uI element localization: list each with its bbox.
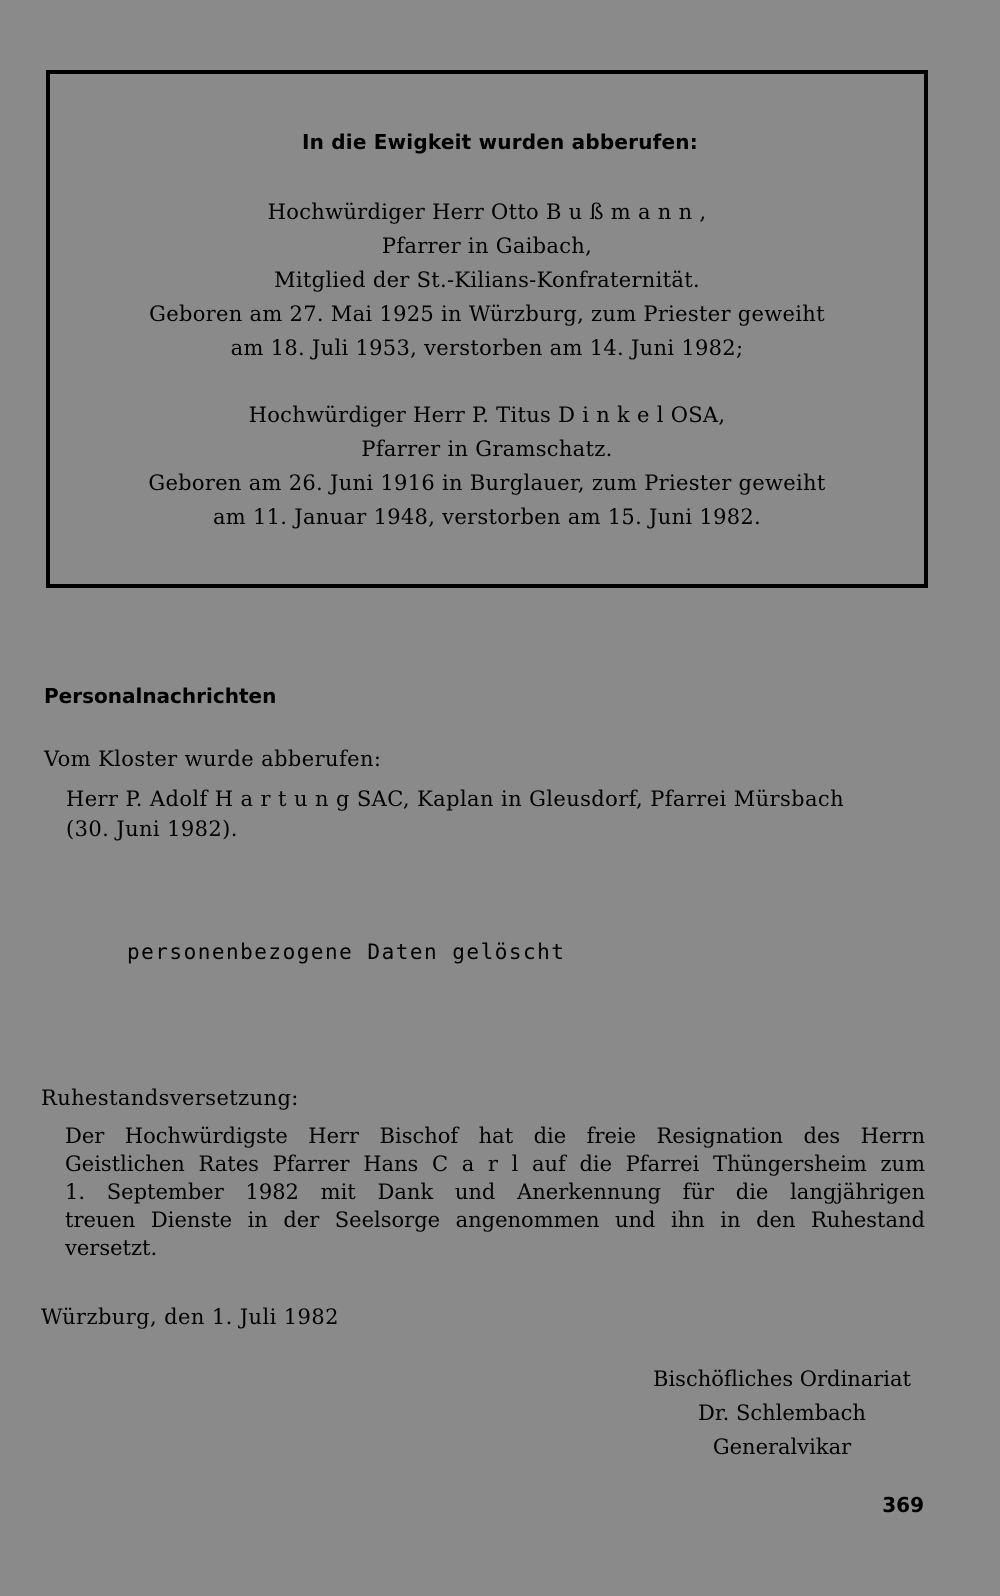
kloster-line: Herr P. Adolf H a r t u n g SAC, Kaplan in Gleusdorf, Pfarrei Mürsbach	[66, 787, 845, 811]
obituary-entry-bussmann	[46, 195, 928, 365]
paragraph-line: 1. September 1982 mit Dank und Anerkennung für die langjährigen	[65, 1180, 925, 1204]
obituary-entry-dinkel	[46, 398, 928, 534]
ruhestand-heading: Ruhestandsversetzung:	[41, 1086, 299, 1110]
obituary-line: Hochwürdiger Herr P. Titus D i n k e l OSA,	[248, 403, 726, 427]
paragraph-line: treuen Dienste in der Seelsorge angenommen und ihn in den Ruhestand	[65, 1208, 925, 1232]
obituary-line: Pfarrer in Gramschatz.	[361, 437, 613, 461]
ruhestand-paragraph	[65, 1122, 925, 1262]
signature-office: Bischöfliches Ordinariat	[653, 1367, 911, 1391]
paragraph-line: Geistlichen Rates Pfarrer Hans C a r l auf die Pfarrei Thüngersheim zum	[65, 1152, 925, 1176]
kloster-heading: Vom Kloster wurde abberufen:	[44, 747, 382, 771]
obituary-line: am 11. Januar 1948, verstorben am 15. Juni 1982.	[212, 505, 762, 529]
kloster-line: (30. Juni 1982).	[66, 817, 238, 841]
obituary-line: am 18. Juli 1953, verstorben am 14. Juni 1982;	[230, 336, 744, 360]
page-number: 369	[882, 1493, 924, 1517]
signature-title: Generalvikar	[712, 1435, 852, 1459]
obituary-heading: In die Ewigkeit wurden abberufen:	[302, 130, 698, 154]
redacted-notice: personenbezogene Daten gelöscht	[127, 940, 566, 964]
signature-block	[642, 1362, 922, 1464]
obituary-line: Pfarrer in Gaibach,	[381, 234, 593, 258]
obituary-line: Mitglied der St.-Kilians-Konfraternität.	[274, 268, 700, 292]
section-title-personal: Personalnachrichten	[44, 684, 277, 708]
obituary-line: Geboren am 26. Juni 1916 in Burglauer, zum Priester geweiht	[148, 471, 826, 495]
place-date: Würzburg, den 1. Juli 1982	[41, 1305, 339, 1329]
obituary-line: Geboren am 27. Mai 1925 in Würzburg, zum Priester geweiht	[149, 302, 825, 326]
paragraph-line: Der Hochwürdigste Herr Bischof hat die freie Resignation des Herrn	[65, 1124, 925, 1148]
signature-name: Dr. Schlembach	[698, 1401, 866, 1425]
obituary-line: Hochwürdiger Herr Otto B u ß m a n n ,	[267, 200, 707, 224]
paragraph-line: versetzt.	[65, 1236, 158, 1260]
